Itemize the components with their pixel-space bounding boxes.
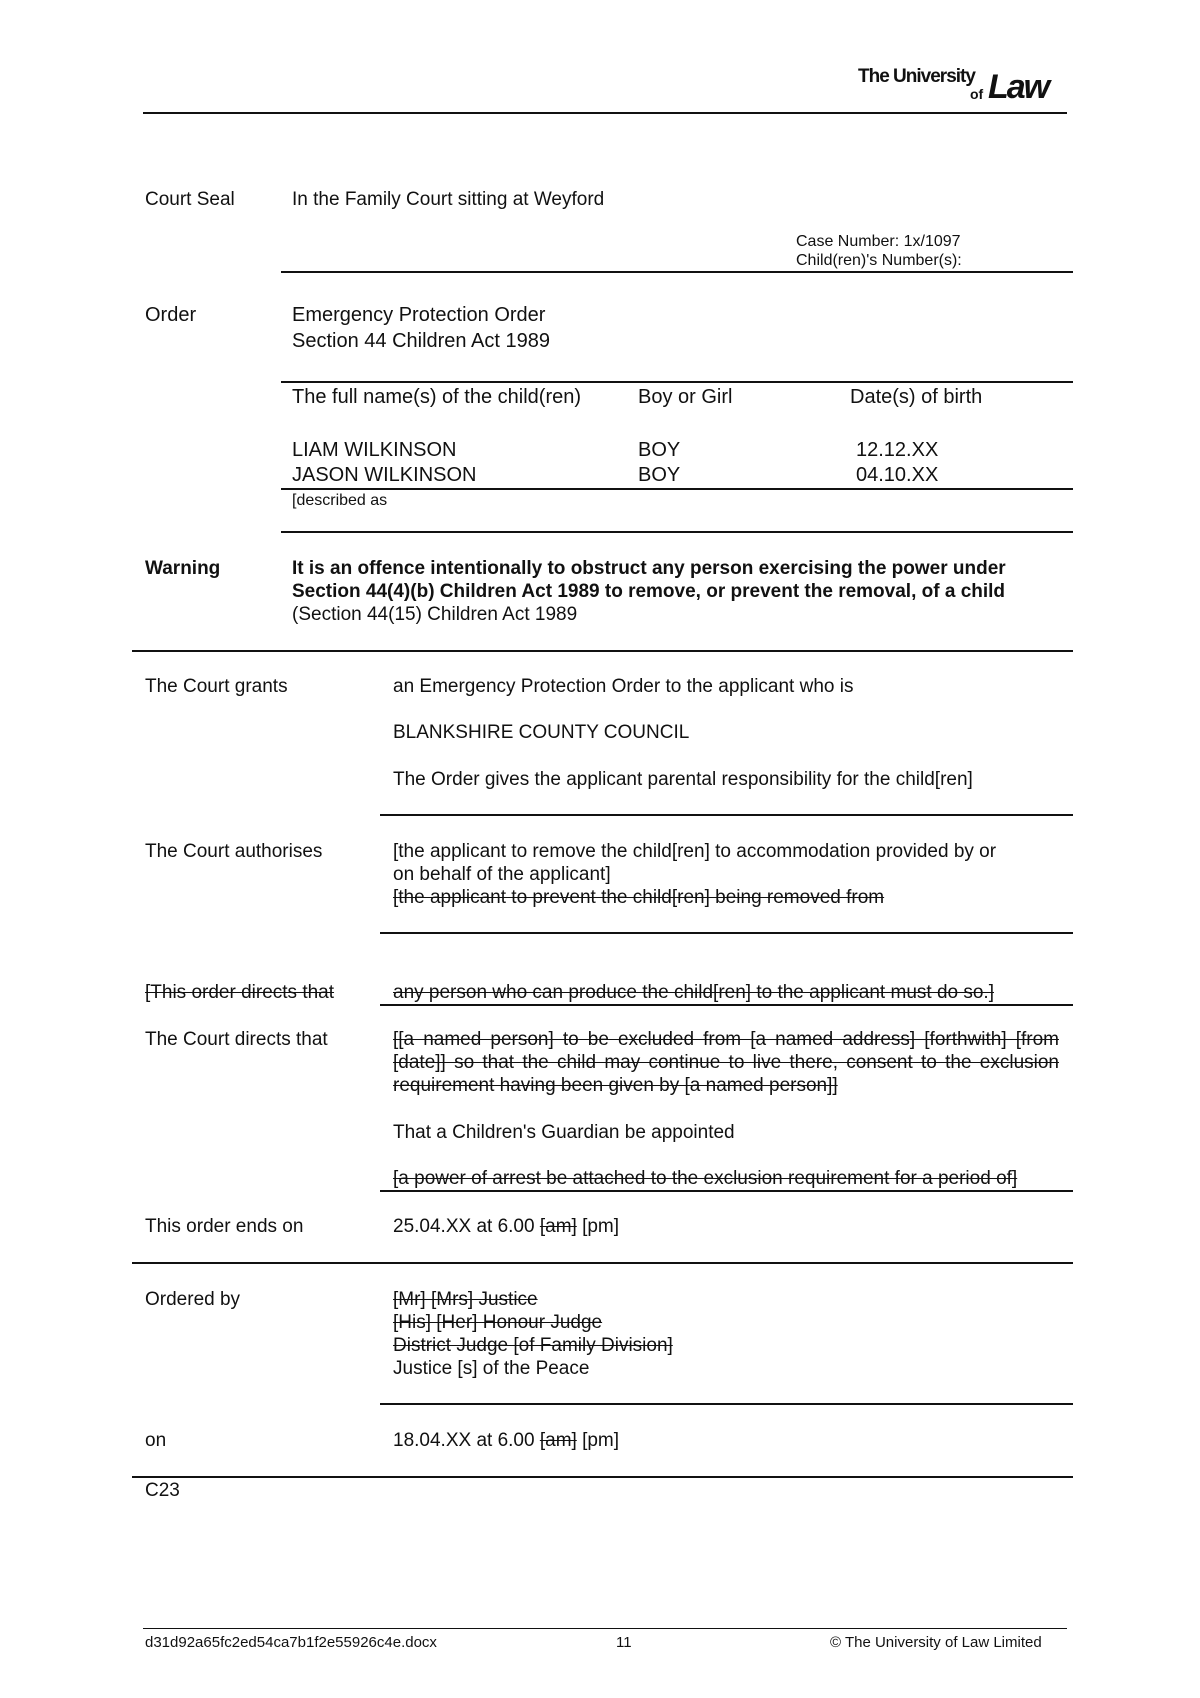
ends-date: 25.04.XX at 6.00 <box>393 1216 540 1237</box>
warning-line1: It is an offence intentionally to obstruct any person exercising the power under <box>292 558 1006 579</box>
footer-page-number: 11 <box>616 1634 632 1651</box>
court-location: In the Family Court sitting at Weyford <box>292 189 605 210</box>
children-number: Child(ren)'s Number(s): <box>796 252 962 269</box>
ends-value <box>393 1215 619 1238</box>
footer-filename: d31d92a65fc2ed54ca7b1f2e55926c4e.docx <box>145 1634 437 1651</box>
grants-applicant: BLANKSHIRE COUNTY COUNCIL <box>393 722 690 743</box>
ordered-by-struck1: [Mr] [Mrs] Justice <box>393 1289 538 1310</box>
logo-of: of <box>970 86 984 102</box>
children-header-gender: Boy or Girl <box>638 386 733 408</box>
on-pm: [pm] <box>576 1430 620 1451</box>
ordered-by-struck2: [His] [Her] Honour Judge <box>393 1312 603 1333</box>
order-rule <box>281 381 1073 383</box>
authorises-line2: on behalf of the applicant] <box>393 864 611 885</box>
authorises-rule <box>380 932 1073 934</box>
court-directs-struck-para: [[a named person] to be excluded from [a named address] [forthwith] [from [date]] so that the child may continue to live there, consent to the exclusion requirement having been given by [a named person]] <box>393 1029 1059 1096</box>
grants-line1: an Emergency Protection Order to the applicant who is <box>393 676 854 697</box>
child-gender: BOY <box>638 464 681 486</box>
university-logo <box>858 64 1068 110</box>
warning-line3: (Section 44(15) Children Act 1989 <box>292 604 578 625</box>
ends-am: [am] <box>539 1216 577 1237</box>
authorises-line1: [the applicant to remove the child[ren] to accommodation provided by or <box>393 841 997 862</box>
logo-line1: The University <box>858 66 975 87</box>
warning-line2: Section 44(4)(b) Children Act 1989 to remove, or prevent the removal, of a child <box>292 581 1006 602</box>
ordered-by-struck3: District Judge [of Family Division] <box>393 1335 673 1356</box>
children-header-name: The full name(s) of the child(ren) <box>292 386 582 408</box>
child-name: JASON WILKINSON <box>292 464 477 486</box>
court-directs-rule <box>380 1190 1073 1192</box>
on-am: [am] <box>539 1430 577 1451</box>
footer-rule <box>143 1628 1067 1629</box>
header-rule <box>143 112 1067 114</box>
authorises-struck: [the applicant to prevent the child[ren] being removed from <box>393 887 885 908</box>
child-name: LIAM WILKINSON <box>292 439 457 461</box>
authorises-label: The Court authorises <box>145 841 323 862</box>
ordered-by-label: Ordered by <box>145 1289 241 1310</box>
described-rule <box>281 531 1073 533</box>
children-rule <box>281 488 1073 490</box>
on-value <box>393 1429 619 1452</box>
warning-rule <box>132 650 1073 652</box>
ordered-by-justice: Justice [s] of the Peace <box>393 1358 590 1379</box>
order-title: Emergency Protection Order <box>292 304 546 326</box>
court-seal-label: Court Seal <box>145 189 235 210</box>
directs-that-rule <box>380 1004 1073 1006</box>
children-header-dob: Date(s) of birth <box>850 386 983 408</box>
described-as: [described as <box>292 492 388 509</box>
ends-pm: [pm] <box>576 1216 620 1237</box>
child-dob: 04.10.XX <box>856 464 939 486</box>
court-directs-guardian: That a Children's Guardian be appointed <box>393 1122 735 1143</box>
ordered-by-rule <box>380 1403 1073 1405</box>
child-gender: BOY <box>638 439 681 461</box>
grants-rule <box>380 814 1073 816</box>
ends-rule <box>132 1262 1073 1264</box>
child-dob: 12.12.XX <box>856 439 939 461</box>
ends-label: This order ends on <box>145 1216 304 1237</box>
grants-label: The Court grants <box>145 676 288 697</box>
footer-copyright: © The University of Law Limited <box>830 1634 1042 1651</box>
court-directs-label: The Court directs that <box>145 1029 328 1050</box>
directs-that-label: [This order directs that <box>145 982 335 1003</box>
on-label: on <box>145 1430 167 1451</box>
order-section: Section 44 Children Act 1989 <box>292 330 550 352</box>
case-number: Case Number: 1x/1097 <box>796 233 961 250</box>
court-rule <box>281 271 1073 273</box>
on-date: 18.04.XX at 6.00 <box>393 1430 540 1451</box>
warning-label: Warning <box>145 558 221 579</box>
order-label: Order <box>145 304 197 326</box>
form-code: C23 <box>145 1480 180 1501</box>
grants-line3: The Order gives the applicant parental responsibility for the child[ren] <box>393 769 973 790</box>
directs-that-text: any person who can produce the child[ren] to the applicant must do so.] <box>393 982 994 1003</box>
on-rule <box>132 1476 1073 1478</box>
logo-law: Law <box>988 68 1049 106</box>
court-directs-struck-power: [a power of arrest be attached to the exclusion requirement for a period of] <box>393 1168 1018 1189</box>
